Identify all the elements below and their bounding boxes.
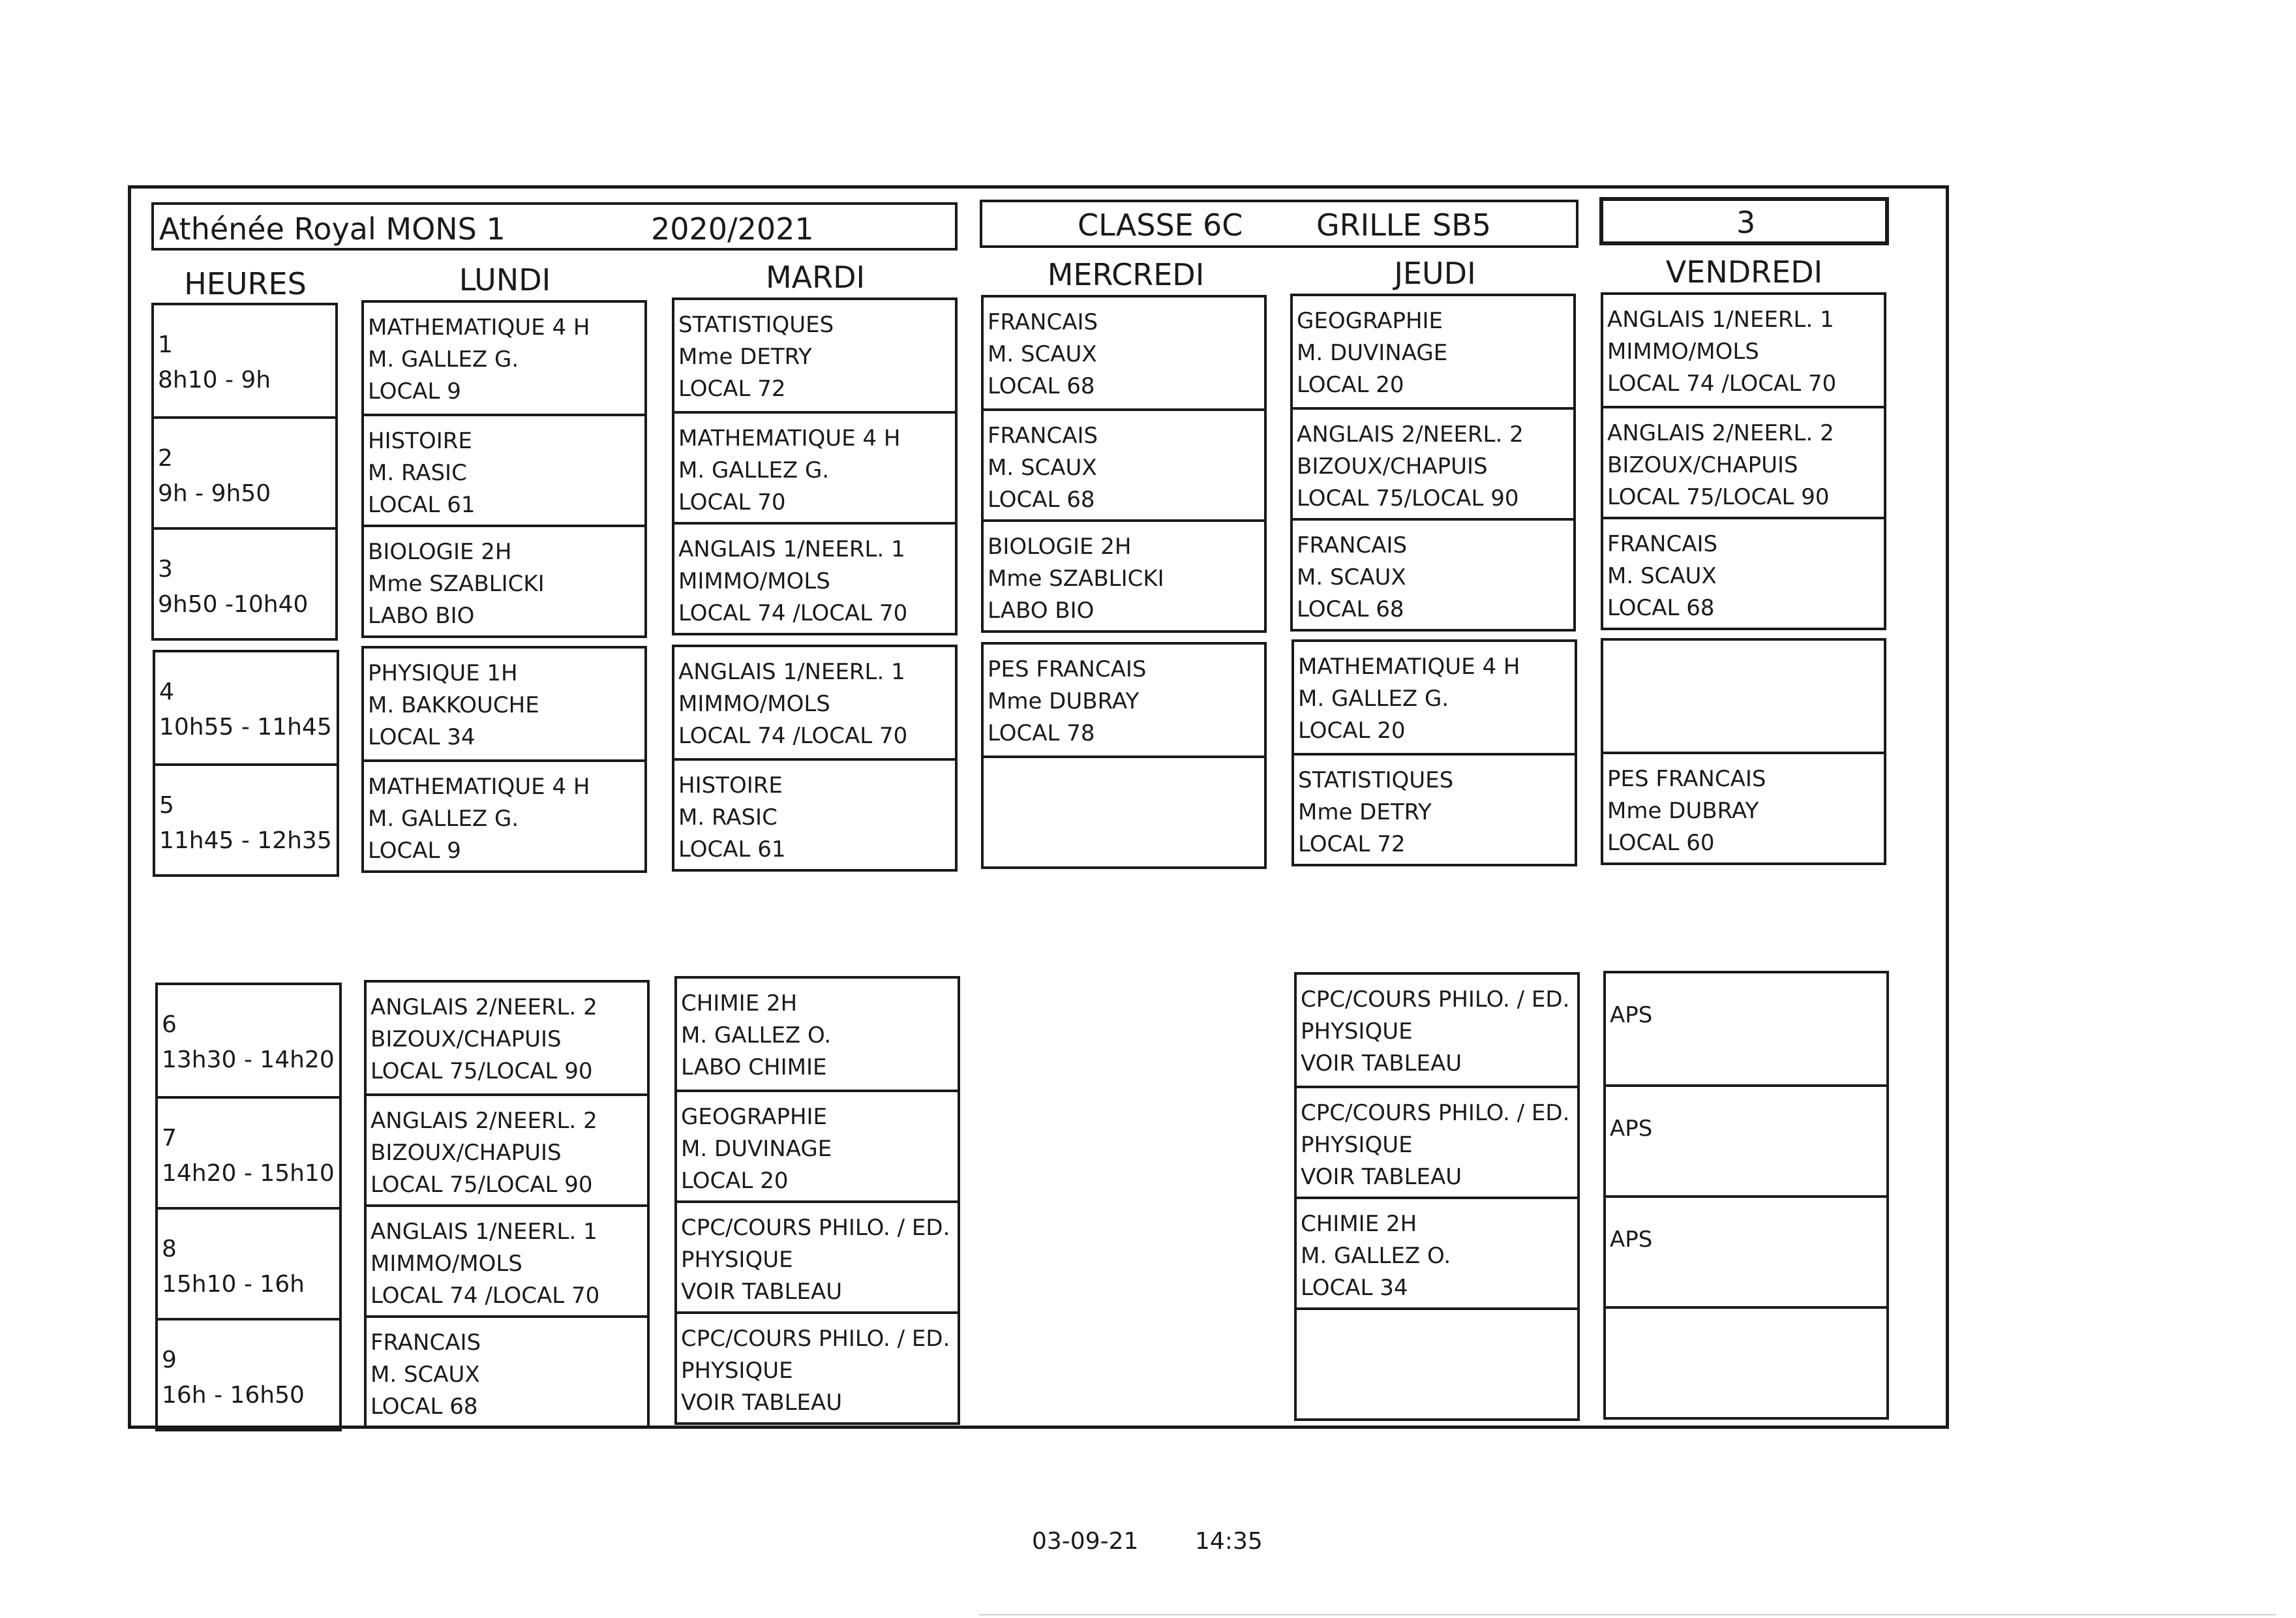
lesson-subject: BIOLOGIE 2H (368, 539, 512, 565)
lesson-subject: MATHEMATIQUE 4 H (368, 314, 590, 341)
lesson-teacher: BIZOUX/CHAPUIS (1297, 453, 1488, 480)
lesson-subject: ANGLAIS 1/NEERL. 1 (1607, 307, 1834, 333)
lesson-room: LABO BIO (988, 598, 1095, 624)
hour-slot (154, 527, 335, 638)
hours-morning-block (151, 303, 338, 641)
lesson-teacher: M. GALLEZ O. (681, 1022, 832, 1048)
jeudi-column (1294, 972, 1580, 1421)
hour-slot (155, 652, 337, 763)
lesson-room: LOCAL 61 (678, 836, 786, 862)
hours-column (153, 650, 339, 877)
lesson-cell (674, 300, 955, 411)
hour-number: 7 (162, 1125, 177, 1152)
vendredi-column (1603, 971, 1889, 1420)
lesson-cell (1606, 973, 1886, 1084)
lesson-subject: STATISTIQUES (1298, 767, 1454, 793)
lesson-cell (364, 525, 644, 635)
lesson-cell (677, 1200, 958, 1311)
lesson-room: LOCAL 9 (368, 838, 461, 864)
lesson-cell (1297, 1197, 1577, 1307)
hours-afternoon-block (155, 983, 342, 1431)
lundi-column (361, 646, 647, 873)
lesson-subject: ANGLAIS 1/NEERL. 1 (370, 1219, 597, 1245)
mardi-afternoon-block (674, 976, 960, 1425)
lesson-teacher: PHYSIQUE (681, 1247, 793, 1273)
lesson-cell (364, 759, 644, 870)
lesson-room: LOCAL 74 /LOCAL 70 (678, 723, 908, 749)
lesson-teacher: M. GALLEZ O. (1301, 1243, 1451, 1269)
lesson-room: LOCAL 20 (1297, 372, 1404, 398)
lesson-subject: MATHEMATIQUE 4 H (368, 774, 590, 800)
lesson-teacher: MIMMO/MOLS (1607, 339, 1759, 365)
hour-time: 15h10 - 16h (162, 1271, 305, 1298)
lesson-room: LABO CHIMIE (681, 1054, 827, 1080)
mercredi-late-morning-block (981, 642, 1267, 869)
hour-number: 8 (162, 1236, 177, 1262)
vendredi-late-morning-block (1601, 638, 1886, 865)
lundi-column (361, 300, 647, 638)
lesson-cell (1603, 641, 1884, 752)
lesson-teacher: M. GALLEZ G. (1298, 686, 1449, 712)
school-name: Athénée Royal MONS 1 (159, 211, 506, 247)
lesson-cell (364, 649, 644, 759)
lesson-teacher: PHYSIQUE (1301, 1132, 1413, 1158)
lesson-subject: CPC/COURS PHILO. / ED. (1301, 986, 1570, 1013)
lesson-teacher: M. DUVINAGE (681, 1136, 832, 1162)
lesson-room: LOCAL 74 /LOCAL 70 (1607, 371, 1837, 397)
hour-slot (158, 1318, 339, 1429)
lesson-cell (674, 411, 955, 522)
lesson-teacher: M. SCAUX (370, 1362, 480, 1388)
lesson-teacher: M. SCAUX (988, 455, 1097, 481)
lesson-teacher: BIZOUX/CHAPUIS (370, 1140, 562, 1166)
lesson-subject: PES FRANCAIS (988, 656, 1147, 682)
heading-vendredi: VENDREDI (1665, 254, 1823, 290)
hour-number: 3 (158, 556, 173, 583)
lesson-subject: BIOLOGIE 2H (988, 534, 1132, 560)
lesson-cell (1606, 1195, 1886, 1306)
lesson-cell (674, 758, 955, 869)
lesson-subject: STATISTIQUES (678, 312, 834, 338)
lesson-subject: GEOGRAPHIE (681, 1104, 828, 1130)
lesson-teacher: PHYSIQUE (681, 1358, 793, 1384)
lesson-room: LOCAL 75/LOCAL 90 (370, 1172, 593, 1198)
lesson-subject: ANGLAIS 2/NEERL. 2 (370, 1108, 597, 1134)
grid-value: SB5 (1432, 207, 1492, 243)
lesson-room: LOCAL 34 (1301, 1275, 1408, 1301)
print-date: 03-09-21 (1032, 1528, 1139, 1555)
lesson-room: LOCAL 9 (368, 378, 461, 404)
lesson-cell (1297, 1307, 1577, 1418)
jeudi-column (1290, 294, 1576, 632)
lesson-cell (1294, 753, 1575, 864)
lesson-subject: APS (1610, 1002, 1653, 1028)
hours-column (151, 303, 338, 641)
mardi-column (674, 976, 960, 1425)
lesson-cell (367, 1204, 647, 1315)
lesson-cell (984, 756, 1264, 866)
lesson-cell (1293, 407, 1573, 518)
class-header-box (980, 200, 1578, 248)
lesson-room: VOIR TABLEAU (1301, 1050, 1462, 1076)
lesson-teacher: M. GALLEZ G. (368, 806, 519, 832)
lesson-cell (1297, 1086, 1577, 1197)
lesson-teacher: MIMMO/MOLS (370, 1251, 522, 1277)
hour-number: 9 (162, 1347, 177, 1373)
hour-number: 6 (162, 1011, 177, 1038)
lesson-teacher: M. SCAUX (1297, 564, 1406, 590)
hour-time: 16h - 16h50 (162, 1382, 305, 1409)
lesson-cell (1603, 406, 1884, 517)
lesson-teacher: Mme DUBRAY (1607, 798, 1759, 824)
hour-time: 14h20 - 15h10 (162, 1160, 335, 1187)
lesson-cell (1606, 1306, 1886, 1417)
hour-time: 9h - 9h50 (158, 480, 271, 507)
lundi-late-morning-block (361, 646, 647, 873)
lesson-teacher: Mme SZABLICKI (368, 571, 545, 597)
lesson-cell (1606, 1084, 1886, 1195)
lesson-room: LOCAL 20 (1298, 718, 1406, 744)
lesson-room: LABO BIO (368, 603, 475, 629)
lesson-teacher: MIMMO/MOLS (678, 691, 830, 717)
lesson-cell (367, 983, 647, 1093)
lundi-morning-block (361, 300, 647, 638)
lesson-teacher: Mme DUBRAY (988, 688, 1140, 714)
vendredi-column (1601, 638, 1886, 865)
vendredi-morning-block (1601, 292, 1886, 630)
hours-late-morning-block (153, 650, 339, 877)
lesson-room: LOCAL 68 (988, 487, 1095, 513)
lesson-room: VOIR TABLEAU (681, 1390, 843, 1416)
lesson-subject: APS (1610, 1227, 1653, 1253)
lesson-subject: HISTOIRE (368, 428, 472, 454)
lesson-cell (674, 647, 955, 758)
lesson-subject: ANGLAIS 2/NEERL. 2 (1607, 420, 1834, 446)
hours-column (155, 983, 342, 1431)
lesson-subject: CHIMIE 2H (1301, 1211, 1417, 1237)
lesson-subject: FRANCAIS (370, 1330, 481, 1356)
lesson-subject: MATHEMATIQUE 4 H (1298, 654, 1520, 680)
lesson-cell (364, 414, 644, 525)
jeudi-late-morning-block (1292, 639, 1577, 866)
lesson-cell (1297, 975, 1577, 1086)
lesson-room: LOCAL 68 (988, 373, 1095, 399)
hour-slot (155, 763, 337, 874)
mercredi-column (981, 295, 1267, 633)
lesson-cell (677, 1090, 958, 1200)
hour-slot (158, 1207, 339, 1318)
lesson-cell (1293, 296, 1573, 407)
lesson-subject: FRANCAIS (988, 423, 1098, 449)
hour-slot (154, 305, 335, 416)
lesson-subject: FRANCAIS (988, 309, 1098, 335)
hour-slot (158, 1096, 339, 1207)
lesson-room: LOCAL 34 (368, 724, 476, 750)
lesson-subject: GEOGRAPHIE (1297, 308, 1443, 334)
hour-number: 4 (159, 679, 174, 705)
mercredi-column (981, 642, 1267, 869)
lesson-subject: APS (1610, 1116, 1653, 1142)
lesson-teacher: M. DUVINAGE (1297, 340, 1448, 366)
lesson-room: VOIR TABLEAU (1301, 1164, 1462, 1190)
lesson-room: VOIR TABLEAU (681, 1279, 843, 1305)
heading-mardi: MARDI (765, 260, 866, 295)
page-number: 3 (1736, 205, 1756, 240)
lesson-room: LOCAL 68 (1607, 595, 1715, 621)
lesson-cell (1294, 642, 1575, 753)
heading-lundi: LUNDI (459, 262, 551, 298)
hour-slot (158, 985, 339, 1096)
lesson-teacher: Mme DETRY (678, 344, 812, 370)
lundi-column (364, 980, 650, 1429)
print-time: 14:35 (1195, 1528, 1263, 1555)
hour-time: 10h55 - 11h45 (159, 714, 332, 740)
lesson-teacher: M. SCAUX (988, 341, 1097, 367)
lesson-room: LOCAL 72 (1298, 831, 1406, 857)
school-header-box (151, 202, 958, 251)
lesson-teacher: M. RASIC (678, 804, 778, 831)
lesson-cell (1603, 517, 1884, 628)
lesson-room: LOCAL 75/LOCAL 90 (1607, 484, 1830, 510)
mardi-morning-block (672, 298, 958, 635)
mardi-column (672, 298, 958, 635)
school-year: 2020/2021 (651, 211, 814, 247)
lesson-teacher: BIZOUX/CHAPUIS (370, 1026, 562, 1052)
lesson-teacher: Mme SZABLICKI (988, 566, 1164, 592)
lesson-cell (1293, 518, 1573, 629)
lesson-cell (1603, 295, 1884, 406)
mercredi-morning-block (981, 295, 1267, 633)
hour-number: 2 (158, 445, 173, 472)
lesson-subject: PES FRANCAIS (1607, 766, 1766, 792)
mardi-late-morning-block (672, 645, 958, 872)
jeudi-column (1292, 639, 1577, 866)
hour-time: 11h45 - 12h35 (159, 827, 332, 854)
lundi-afternoon-block (364, 980, 650, 1429)
lesson-subject: PHYSIQUE 1H (368, 660, 518, 686)
lesson-subject: CHIMIE 2H (681, 990, 798, 1016)
lesson-cell (674, 522, 955, 633)
hour-time: 9h50 -10h40 (158, 591, 309, 618)
lesson-subject: HISTOIRE (678, 772, 783, 799)
lesson-room: LOCAL 78 (988, 720, 1095, 746)
jeudi-afternoon-block (1294, 972, 1580, 1421)
class-label: CLASSE (1078, 207, 1194, 243)
lesson-teacher: M. GALLEZ G. (368, 346, 519, 373)
hour-number: 1 (158, 331, 173, 358)
hour-time: 13h30 - 14h20 (162, 1046, 335, 1073)
lesson-cell (677, 979, 958, 1090)
lesson-cell (367, 1315, 647, 1426)
lesson-subject: FRANCAIS (1607, 531, 1718, 557)
lesson-teacher: M. GALLEZ G. (678, 457, 830, 483)
lesson-room: LOCAL 68 (370, 1394, 478, 1420)
lesson-room: LOCAL 74 /LOCAL 70 (678, 600, 908, 626)
lesson-teacher: BIZOUX/CHAPUIS (1607, 452, 1798, 478)
lesson-teacher: PHYSIQUE (1301, 1018, 1413, 1045)
heading-mercredi: MERCREDI (1047, 257, 1205, 292)
lesson-room: LOCAL 74 /LOCAL 70 (370, 1283, 600, 1309)
lesson-teacher: MIMMO/MOLS (678, 568, 830, 594)
lesson-cell (984, 519, 1264, 630)
lesson-teacher: Mme DETRY (1298, 799, 1432, 825)
lesson-cell (984, 645, 1264, 756)
lesson-room: LOCAL 61 (368, 492, 476, 518)
heading-hours: HEURES (184, 266, 307, 301)
lesson-room: LOCAL 70 (678, 489, 786, 515)
lesson-room: LOCAL 60 (1607, 830, 1715, 856)
hour-number: 5 (159, 792, 174, 819)
lesson-room: LOCAL 75/LOCAL 90 (1297, 485, 1519, 511)
lesson-room: LOCAL 75/LOCAL 90 (370, 1058, 593, 1084)
lesson-room: LOCAL 68 (1297, 596, 1404, 622)
lesson-cell (984, 408, 1264, 519)
lesson-cell (364, 303, 644, 414)
lesson-teacher: M. BAKKOUCHE (368, 692, 539, 718)
lesson-room: LOCAL 20 (681, 1168, 789, 1194)
lesson-cell (1603, 752, 1884, 862)
lesson-room: LOCAL 72 (678, 376, 786, 402)
jeudi-morning-block (1290, 294, 1576, 632)
lesson-cell (984, 298, 1264, 408)
heading-jeudi: JEUDI (1394, 256, 1476, 291)
mardi-column (672, 645, 958, 872)
lesson-subject: ANGLAIS 2/NEERL. 2 (370, 994, 597, 1020)
lesson-subject: CPC/COURS PHILO. / ED. (681, 1326, 950, 1352)
lesson-subject: CPC/COURS PHILO. / ED. (1301, 1100, 1570, 1126)
vendredi-afternoon-block (1603, 971, 1889, 1420)
page-number-box (1599, 197, 1889, 245)
lesson-subject: ANGLAIS 1/NEERL. 1 (678, 536, 905, 562)
lesson-subject: MATHEMATIQUE 4 H (678, 425, 901, 451)
lesson-teacher: M. SCAUX (1607, 563, 1717, 589)
lesson-teacher: M. RASIC (368, 460, 467, 486)
lesson-subject: ANGLAIS 1/NEERL. 1 (678, 659, 905, 685)
scan-edge-line (978, 1614, 2276, 1615)
lesson-subject: ANGLAIS 2/NEERL. 2 (1297, 421, 1524, 448)
lesson-subject: FRANCAIS (1297, 532, 1408, 558)
lesson-subject: CPC/COURS PHILO. / ED. (681, 1215, 950, 1241)
hour-slot (154, 416, 335, 527)
lesson-cell (677, 1311, 958, 1422)
hour-time: 8h10 - 9h (158, 367, 271, 393)
class-value: 6C (1203, 207, 1243, 243)
lesson-cell (367, 1093, 647, 1204)
vendredi-column (1601, 292, 1886, 630)
grid-label: GRILLE (1316, 207, 1422, 243)
